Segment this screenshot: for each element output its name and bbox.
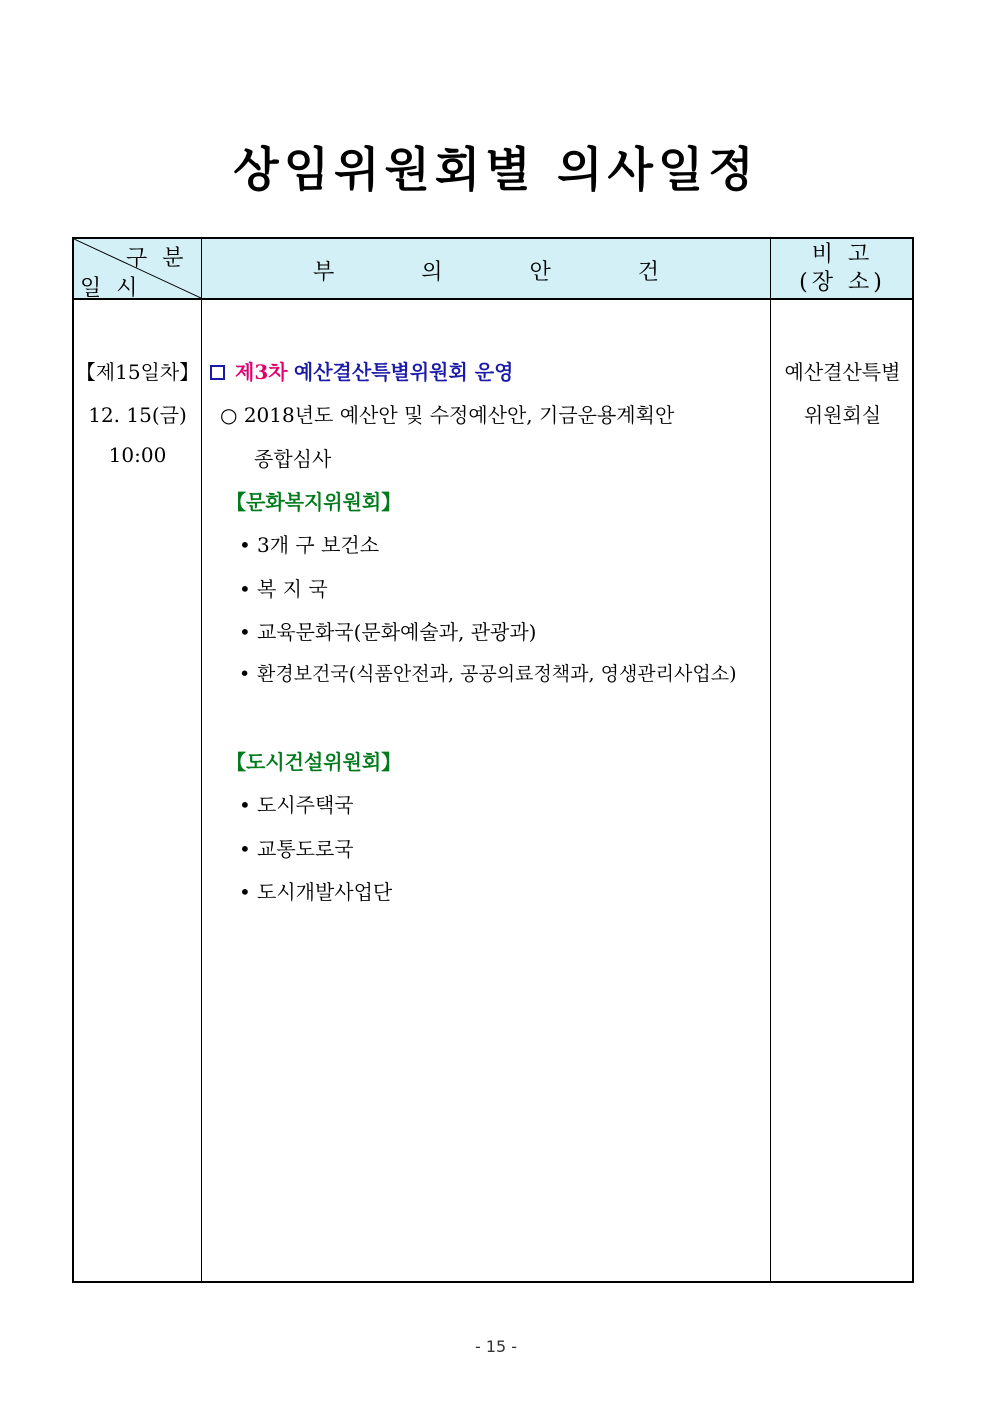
list-item: • 도시주택국 [239, 793, 354, 817]
group2-title: 【도시건설위원회】 [226, 750, 402, 774]
column-divider [201, 239, 202, 1281]
list-item: • 복 지 국 [239, 577, 328, 601]
list-item: • 도시개발사업단 [239, 880, 393, 904]
header-ilsi: 일 시 [80, 276, 142, 301]
agenda-item [220, 399, 674, 428]
list-item: • 교통도로국 [239, 837, 354, 861]
agenda-main [210, 356, 513, 385]
header-agenda-char: 안 [529, 260, 551, 285]
bullet-icon: • [239, 793, 251, 817]
page-number: - 15 - [474, 1337, 518, 1356]
header-note-line2: (장 소) [799, 270, 886, 295]
list-item: • 환경보건국(식품안전과, 공공의료정책과, 영생관리사업소) [239, 663, 737, 685]
bullet-icon: • [239, 533, 251, 557]
session-date: 12. 15(금) [88, 403, 187, 427]
group1-title: 【문화복지위원회】 [226, 490, 402, 514]
bullet-icon: • [239, 577, 251, 601]
header-note [771, 241, 914, 297]
session-time: 10:00 [108, 443, 167, 467]
note-line1: 예산결산특별 [784, 360, 901, 384]
header-agenda [202, 255, 770, 286]
header-gubun: 구 분 [126, 246, 188, 271]
agenda-main-title: 예산결산특별위원회 운영 [293, 360, 514, 384]
note-line2: 위원회실 [803, 403, 882, 427]
schedule-table [72, 237, 914, 1283]
circle-bullet-icon: ○ [220, 403, 238, 427]
bullet-icon: • [239, 620, 251, 644]
header-agenda-char: 건 [637, 260, 660, 285]
table-header [74, 239, 912, 300]
header-agenda-char: 부 [312, 260, 335, 285]
bullet-icon: • [239, 880, 251, 904]
session-day: 【제15일차】 [75, 360, 200, 384]
header-agenda-char: 의 [421, 260, 443, 285]
header-note-line1: 비 고 [811, 242, 874, 267]
bullet-icon: • [239, 837, 251, 861]
agenda-main-prefix: 제3차 [235, 360, 288, 384]
agenda-item-line1: 2018년도 예산안 및 수정예산안, 기금운용계획안 [243, 403, 675, 427]
agenda-item-line2: 종합심사 [254, 447, 332, 471]
checkbox-square-icon [210, 365, 225, 380]
column-divider [770, 239, 771, 1281]
list-item: • 3개 구 보건소 [239, 533, 380, 557]
page-title: 상임위원회별 의사일정 [233, 143, 759, 198]
list-item: • 교육문화국(문화예술과, 관광과) [239, 620, 537, 644]
bullet-icon: • [239, 663, 251, 685]
